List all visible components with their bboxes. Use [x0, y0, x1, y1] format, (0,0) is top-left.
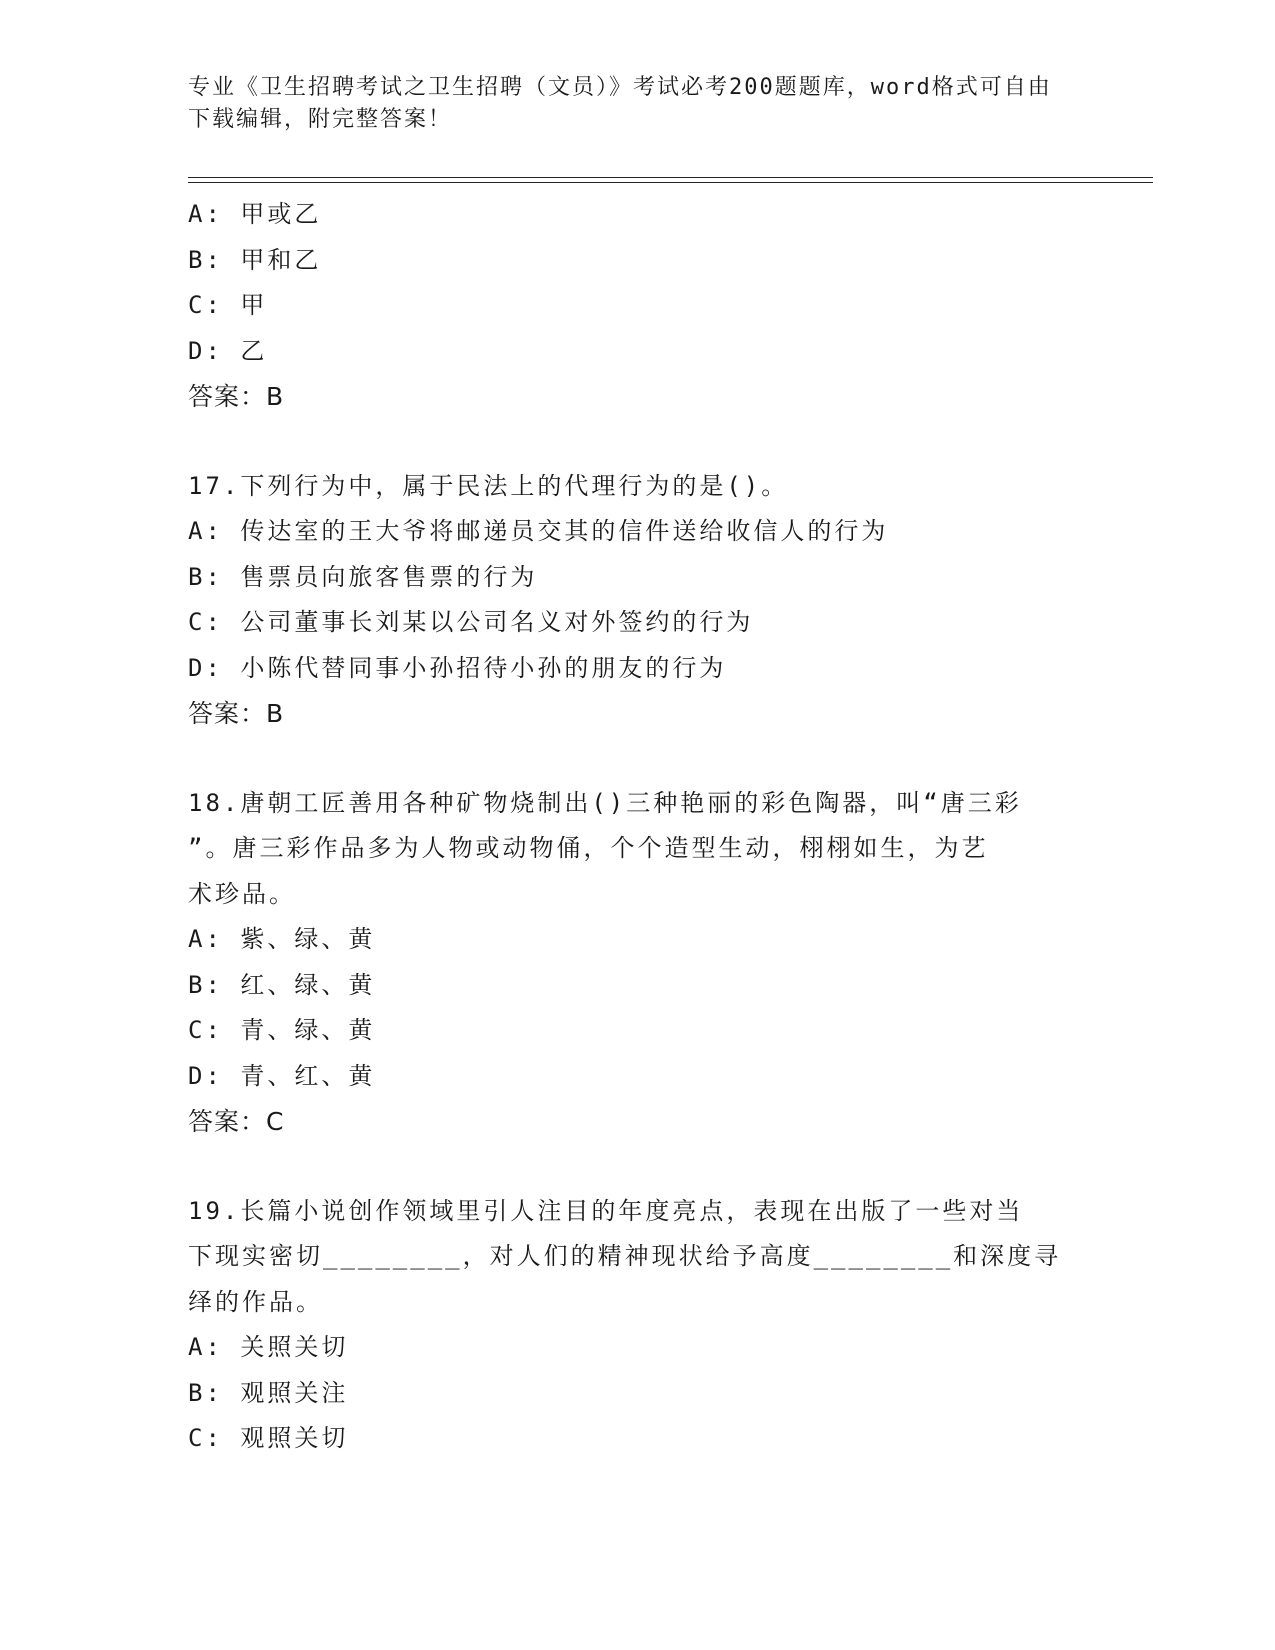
answer-line: 答案：C	[188, 1107, 285, 1136]
question-text-line-2: ”。唐三彩作品多为人物或动物俑，个个造型生动，栩栩如生，为艺	[188, 834, 989, 862]
option-b: B: 红、绿、黄	[188, 970, 376, 999]
question-list	[188, 192, 1088, 1462]
question-block-18	[188, 781, 1088, 1145]
spacer	[188, 737, 1088, 781]
option-a: A: 甲或乙	[188, 200, 322, 228]
option-c: C: 青、绿、黄	[188, 1016, 376, 1044]
option-c: C: 公司董事长刘某以公司名义对外签约的行为	[188, 608, 754, 636]
option-c: C: 甲	[188, 291, 268, 319]
answer-line: 答案：B	[188, 699, 285, 728]
answer-line: 答案：B	[188, 382, 285, 411]
header-divider-bottom	[188, 182, 1153, 183]
option-a: A: 紫、绿、黄	[188, 925, 376, 953]
header-text: 专业《卫生招聘考试之卫生招聘（文员）》考试必考200题题库，word格式可自由下载编辑，附完整答案！	[188, 75, 1052, 132]
question-text-line-3: 术珍品。	[188, 879, 296, 908]
option-b: B: 甲和乙	[188, 245, 322, 274]
question-text-line-2: 下现实密切________，对人们的精神现状给予高度________和深度寻	[188, 1242, 1062, 1270]
option-c: C: 观照关切	[188, 1424, 349, 1452]
spacer	[188, 1145, 1088, 1189]
option-b: B: 观照关注	[188, 1378, 349, 1407]
option-b: B: 售票员向旅客售票的行为	[188, 562, 538, 591]
question-block-16	[188, 192, 1088, 420]
question-block-19	[188, 1189, 1088, 1462]
question-text-line-1: 18.唐朝工匠善用各种矿物烧制出()三种艳丽的彩色陶器，叫“唐三彩	[188, 788, 1022, 817]
question-text: 17.下列行为中，属于民法上的代理行为的是()。	[188, 471, 789, 500]
option-a: A: 传达室的王大爷将邮递员交其的信件送给收信人的行为	[188, 517, 889, 545]
option-d: D: 乙	[188, 336, 268, 365]
option-a: A: 关照关切	[188, 1333, 349, 1361]
option-d: D: 小陈代替同事小孙招待小孙的朋友的行为	[188, 653, 727, 682]
spacer	[188, 420, 1088, 464]
header-divider-top	[188, 177, 1153, 178]
question-text-line-1: 19.长篇小说创作领域里引人注目的年度亮点，表现在出版了一些对当	[188, 1196, 1024, 1225]
question-text-line-3: 绎的作品。	[188, 1287, 323, 1316]
document-header	[188, 72, 1068, 136]
option-d: D: 青、红、黄	[188, 1061, 376, 1090]
question-block-17	[188, 464, 1088, 737]
